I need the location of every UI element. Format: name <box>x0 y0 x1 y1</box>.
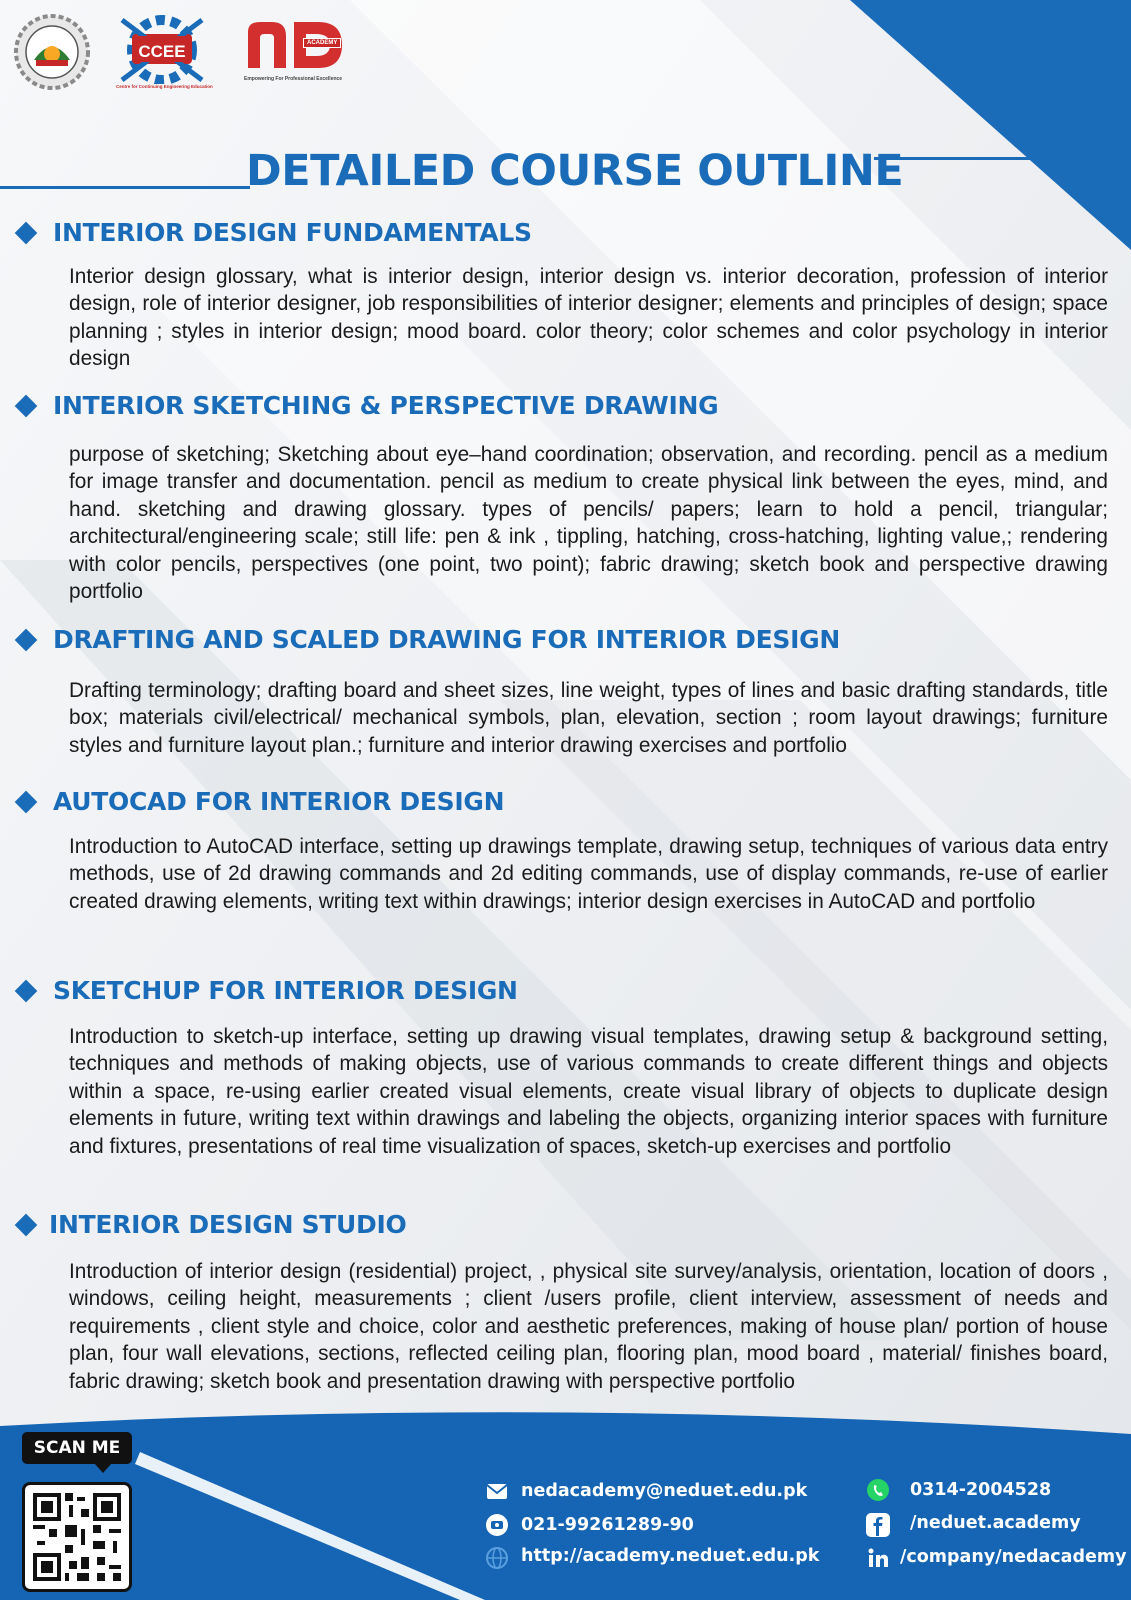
ned-university-logo <box>14 14 90 90</box>
whatsapp-number[interactable]: 0314-2004528 <box>910 1480 1052 1500</box>
section-heading <box>14 787 504 816</box>
diamond-bullet-icon <box>15 1213 38 1236</box>
phone-icon <box>484 1512 510 1538</box>
ccee-tagline: Centre for Continuing Engineering Education <box>116 84 213 89</box>
email-address[interactable]: nedacademy@neduet.edu.pk <box>521 1481 808 1501</box>
section-body: Interior design glossary, what is interior design, interior design vs. interior decoration, profession of interior design, role of interior designer, job responsibilities of interior designer; elements and principles of design; space planning ; styles in interior design; mood board. color theory; color schemes and color psychology in interior design <box>69 265 1108 371</box>
section-body: Introduction to AutoCAD interface, setting up drawings template, drawing setup, techniques of various data entry methods, use of 2d drawing commands and 2d editing commands, use of display commands, re-use of earlier created drawing elements, writing text within drawings; interior design exercises in AutoCAD and portfolio <box>69 835 1108 913</box>
ccee-logo-text: CCEE <box>138 42 186 61</box>
ned-academy-logo <box>242 18 348 88</box>
academy-tagline: Empowering For Professional Excellence <box>244 76 343 82</box>
scan-me-pointer <box>94 1463 112 1473</box>
section-heading <box>14 1210 406 1239</box>
section-title: DRAFTING AND SCALED DRAWING FOR INTERIOR DESIGN <box>53 625 840 654</box>
email-icon <box>484 1478 510 1504</box>
section-heading <box>14 976 518 1005</box>
ccee-logo <box>116 14 213 94</box>
section-body: purpose of sketching; Sketching about eye–hand coordination; observation, and recording. pencil as a medium for image transfer and documentation. pencil as medium to create physical link between the eyes, mind, and hand. sketching and drawing glossary. types of pencils/ papers; learn to hold a pencil, triangular; architectural/engineering scale; still life: pen & ink , tippling, hatching, cross-hatching, lighting value,; rendering with color pencils, perspectives (one point, two point); fabric drawing; sketch book and perspective drawing portfolio <box>69 443 1108 604</box>
whatsapp-icon <box>865 1477 891 1503</box>
section-title: SKETCHUP FOR INTERIOR DESIGN <box>53 976 518 1005</box>
section-body: Introduction of interior design (residential) project, , physical site survey/analysis, orientation, location of doors , windows, ceiling height, measurements ; client /users profile, client interview, assessment of needs and requirements , client style and choice, color and aesthetic preferences, making of house plan/ portion of house plan, four wall elevations, sections, reflected ceiling plan, flooring plan, mood board , material/ finishes board, fabric drawing; sketch book and presentation drawing with perspective portfolio <box>69 1260 1108 1393</box>
qr-code[interactable] <box>22 1482 132 1592</box>
facebook-icon <box>865 1512 891 1538</box>
section-heading <box>14 625 840 654</box>
diamond-bullet-icon <box>15 979 38 1002</box>
scan-me-label: SCAN ME <box>22 1432 132 1464</box>
section-body: Drafting terminology; drafting board and sheet sizes, line weight, types of lines and basic drafting standards, title box; materials civil/electrical/ mechanical symbols, plan, elevation, section ; room layout drawings; furniture styles and furniture layout plan.; furniture and interior drawing exercises and portfolio <box>69 679 1108 757</box>
section-title: AUTOCAD FOR INTERIOR DESIGN <box>53 787 505 816</box>
diamond-bullet-icon <box>15 628 38 651</box>
linkedin-handle[interactable]: /company/nedacademy <box>900 1547 1127 1567</box>
globe-icon <box>484 1545 510 1571</box>
section-heading <box>14 218 532 247</box>
page-title: DETAILED COURSE OUTLINE <box>246 146 904 196</box>
section-title: INTERIOR DESIGN STUDIO <box>49 1210 407 1239</box>
website-link[interactable]: http://academy.neduet.edu.pk <box>521 1546 820 1566</box>
academy-badge: ACADEMY <box>303 38 341 48</box>
section-title: INTERIOR SKETCHING & PERSPECTIVE DRAWING <box>53 391 719 420</box>
section-title: INTERIOR DESIGN FUNDAMENTALS <box>53 218 532 247</box>
diamond-bullet-icon <box>15 790 38 813</box>
diamond-bullet-icon <box>15 394 38 417</box>
diamond-bullet-icon <box>15 221 38 244</box>
linkedin-icon <box>865 1545 891 1571</box>
facebook-handle[interactable]: /neduet.academy <box>910 1513 1081 1533</box>
section-heading <box>14 391 718 420</box>
phone-number[interactable]: 021-99261289-90 <box>521 1515 694 1535</box>
section-body: Introduction to sketch-up interface, setting up drawing visual templates, drawing setup & background setting, techniques and methods of making objects, use of various commands to create different things and objects within a space, re-using earlier created visual elements, create visual library of objects to duplicate design elements in future, writing text within drawings and labeling the objects, organizing interior spaces with furniture and fixtures, presentations of real time visualization of spaces, sketch-up exercises and portfolio <box>69 1025 1108 1158</box>
title-rule-left <box>0 186 250 189</box>
